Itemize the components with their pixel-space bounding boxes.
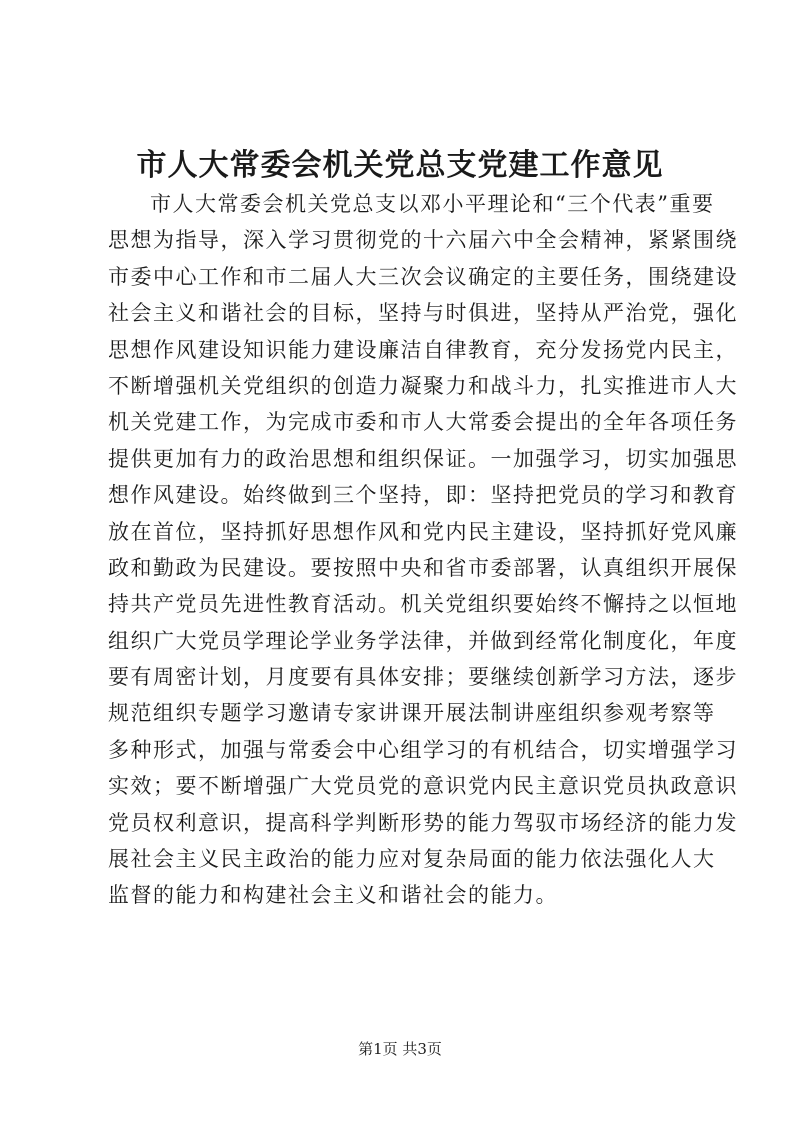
- body-line: 组织广大党员学理论学业务学法律，并做到经常化制度化，年度: [108, 628, 738, 653]
- body-line: 放在首位，坚持抓好思想作风和党内民主建设，坚持抓好党风廉: [108, 519, 738, 544]
- body-line: 社会主义和谐社会的目标，坚持与时俱进，坚持从严治党，强化: [108, 301, 738, 326]
- body-line: 想作风建设。始终做到三个坚持，即：坚持把党员的学习和教育: [108, 483, 738, 508]
- body-line: 机关党建工作，为完成市委和市人大常委会提出的全年各项任务: [108, 410, 738, 435]
- body-line: 市人大常委会机关党总支以邓小平理论和“三个代表”重要: [150, 192, 715, 216]
- body-line: 思想为指导，深入学习贯彻党的十六届六中全会精神，紧紧围绕: [108, 228, 738, 253]
- body-line: 展社会主义民主政治的能力应对复杂局面的能力依法强化人大: [108, 847, 716, 872]
- body-line: 实效；要不断增强广大党员党的意识党内民主意识党员执政意识: [108, 774, 738, 799]
- body-line: 提供更加有力的政治思想和组织保证。一加强学习，切实加强思: [108, 446, 738, 471]
- body-line: 市委中心工作和市二届人大三次会议确定的主要任务，围绕建设: [108, 264, 738, 289]
- body-line: 监督的能力和构建社会主义和谐社会的能力。: [108, 883, 558, 908]
- document-title: 市人大常委会机关党总支党建工作意见: [136, 148, 664, 183]
- document-body: [108, 186, 738, 914]
- body-line: 多种形式，加强与常委会中心组学习的有机结合，切实增强学习: [108, 737, 738, 762]
- body-line: 政和勤政为民建设。要按照中央和省市委部署，认真组织开展保: [108, 555, 738, 580]
- body-line: 党员权利意识，提高科学判断形势的能力驾驭市场经济的能力发: [108, 810, 738, 835]
- body-line: 要有周密计划，月度要有具体安排；要继续创新学习方法，逐步: [108, 665, 738, 690]
- body-line: 持共产党员先进性教育活动。机关党组织要始终不懈持之以恒地: [108, 592, 738, 617]
- body-line: 思想作风建设知识能力建设廉洁自律教育，充分发扬党内民主，: [108, 337, 738, 362]
- page-number-footer: 第1页 共3页: [358, 1040, 442, 1058]
- body-line: 不断增强机关党组织的创造力凝聚力和战斗力，扎实推进市人大: [108, 373, 738, 398]
- body-line: 规范组织专题学习邀请专家讲课开展法制讲座组织参观考察等: [108, 701, 716, 726]
